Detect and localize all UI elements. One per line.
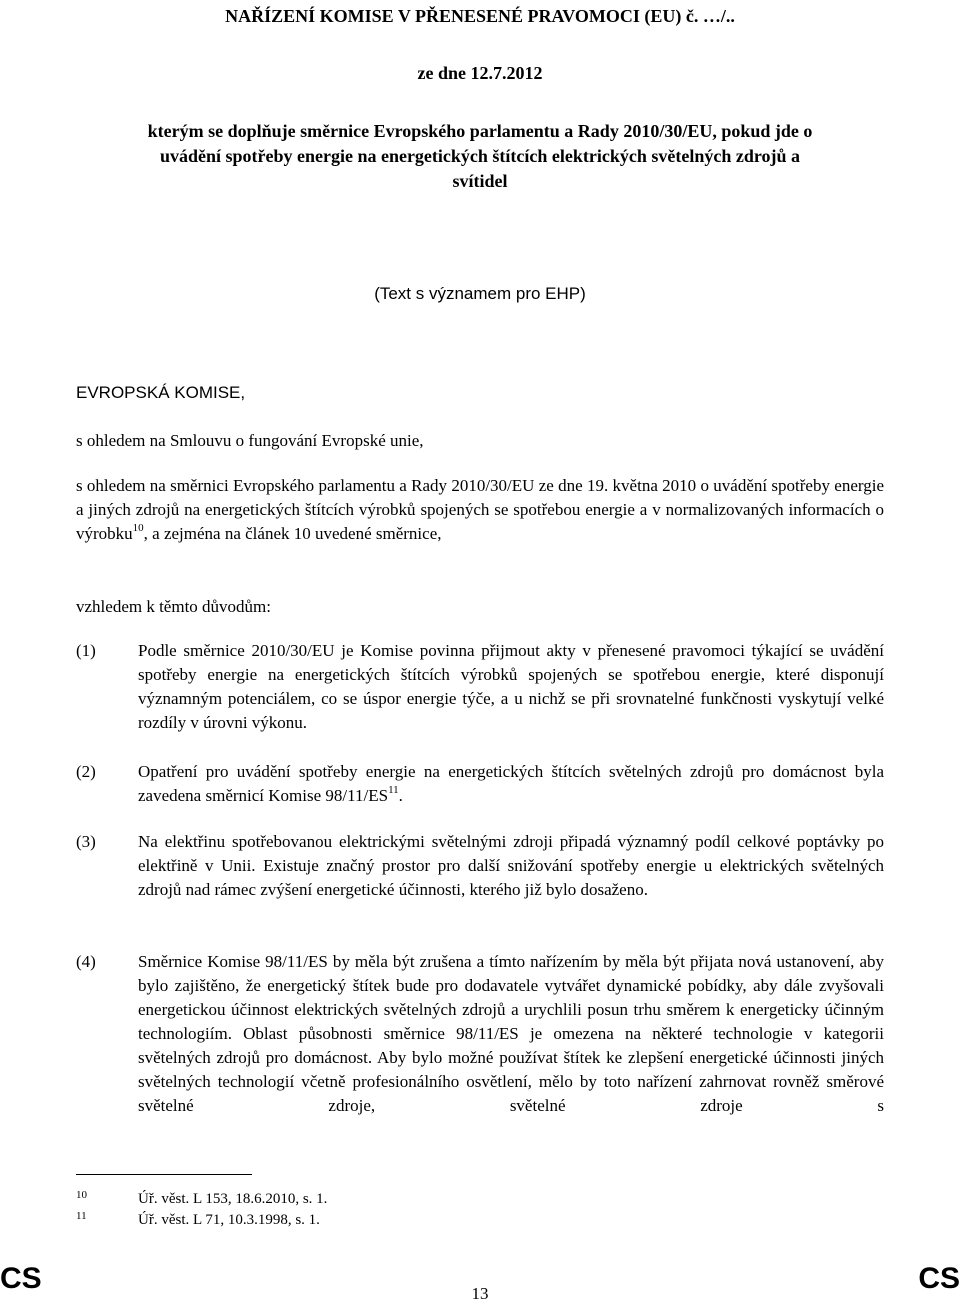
directive-citation-text: s ohledem na směrnici Evropského parlamentu a Rady 2010/30/EU ze dne 19. května 2010 o uvádění spotřeby energie a jiných zdrojů na energetických štítcích výrobků spojených se spotřebou energie a v normalizovaných informacích o výrobku — [76, 476, 884, 543]
directive-citation — [76, 474, 884, 546]
footnote-number: 11 — [76, 1210, 87, 1222]
recital-text-end: . — [398, 786, 403, 805]
regulation-subtitle-line2: uvádění spotřeby energie na energetických štítcích elektrických světelných zdrojů a — [159, 146, 801, 166]
recital-number: (3) — [76, 832, 96, 851]
whereas-heading: vzhledem k těmto důvodům: — [76, 597, 271, 616]
footnote-ref-11: 11 — [388, 784, 399, 797]
recital-number: (4) — [76, 952, 96, 971]
recital-text: Na elektřinu spotřebovanou elektrickými světelnými zdroji připadá významný podíl celkové poptávky po elektřině v Unii. Existuje značný prostor pro další snižování spotřeby energie u elektrických světelných zdrojů nad rámec zvýšení energetické účinnosti, kterého již bylo dosaženo. — [138, 832, 884, 899]
regulation-title: NAŘÍZENÍ KOMISE V PŘENESENÉ PRAVOMOCI (EU) č. …/.. — [225, 6, 735, 26]
directive-citation-tail: , a zejména na článek 10 uvedené směrnice, — [143, 524, 442, 543]
recital-text-body: Opatření pro uvádění spotřeby energie na energetických štítcích světelných zdrojů pro domácnost byla zavedena směrnicí Komise 98/11/ES — [138, 762, 884, 805]
footnote-separator — [76, 1174, 252, 1175]
language-code-left: CS — [0, 1262, 42, 1295]
footnote-text: Úř. věst. L 153, 18.6.2010, s. 1. — [138, 1191, 328, 1207]
regulation-date: ze dne 12.7.2012 — [417, 63, 543, 83]
recital-number: (2) — [76, 762, 96, 781]
recital-number: (1) — [76, 641, 96, 660]
language-code-right: CS — [918, 1262, 960, 1295]
page-number: 13 — [471, 1284, 489, 1303]
recital-text: Podle směrnice 2010/30/EU je Komise povinna přijmout akty v přenesené pravomoci týkající se uvádění spotřeby energie na energetických štítcích výrobků spojených se spotřebou energie, které disponují významným potenciálem, co se úspor energie týče, a u nichž se při srovnatelné funkčnosti vyskytují velké rozdíly v úrovni výkonu. — [138, 641, 884, 732]
commission-heading: EVROPSKÁ KOMISE, — [76, 383, 246, 402]
treaty-citation: s ohledem na Smlouvu o fungování Evropské unie, — [76, 431, 424, 450]
regulation-subtitle-line1: kterým se doplňuje směrnice Evropského parlamentu a Rady 2010/30/EU, pokud jde o — [147, 121, 813, 141]
footnote-ref-10: 10 — [132, 522, 144, 535]
regulation-subtitle-line3: svítidel — [452, 171, 508, 191]
eea-relevance-note: (Text s významem pro EHP) — [374, 284, 586, 303]
recital-text — [138, 760, 884, 808]
footnote-text: Úř. věst. L 71, 10.3.1998, s. 1. — [138, 1212, 320, 1228]
recital-text: Směrnice Komise 98/11/ES by měla být zrušena a tímto nařízením by měla být přijata nová ustanovení, aby bylo zajištěno, že energetický štítek bude pro dodavatele vytvářet dynamické pobídky, aby dále zvyšovali energetickou účinnost elektrických světelných zdrojů a urychlili posun trhu směrem k energeticky účinným technologiím. Oblast působnosti směrnice 98/11/ES je omezena na některé technologie v kategorii světelných zdrojů pro domácnost. Aby bylo možné používat štítek ke zlepšení energetické účinnosti jiných světelných technologií včetně profesionálního osvětlení, mělo by toto nařízení zahrnovat rovněž směrové světelné zdroje, světelné zdroje s — [138, 952, 884, 1115]
footnote-number: 10 — [76, 1189, 87, 1201]
